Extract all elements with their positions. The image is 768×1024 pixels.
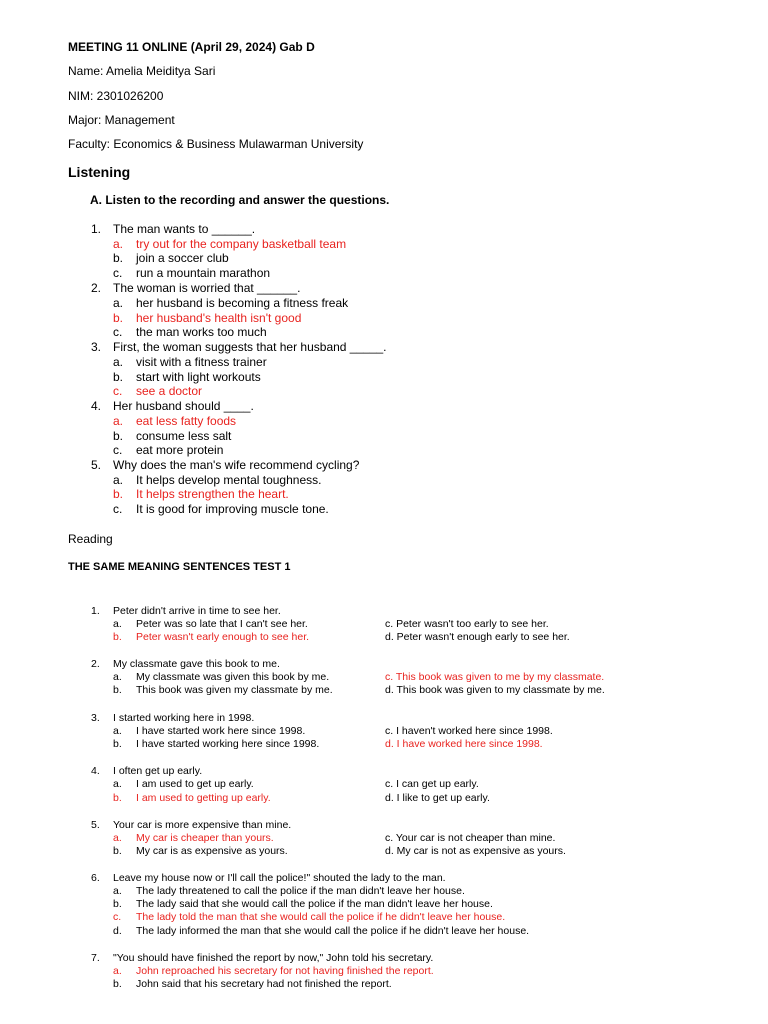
option-letter: a. (113, 725, 122, 737)
option-c: c. Peter wasn't too early to see her. (385, 618, 549, 630)
item-number: 6. (91, 872, 100, 884)
option-letter: b. (113, 738, 122, 750)
item-sentence: Leave my house now or I'll call the police!" shouted the lady to the man. (113, 872, 446, 884)
option-c-answer: c. This book was given to me by my classmate. (385, 671, 605, 683)
option-a: I am used to get up early. (136, 778, 254, 790)
option-d: d. My car is not as expensive as yours. (385, 845, 566, 857)
item-number: 3. (91, 712, 100, 724)
option-a: My classmate was given this book by me. (136, 671, 330, 683)
option-answer: her husband's health isn't good (136, 311, 302, 325)
question-text: Why does the man's wife recommend cycling? (113, 458, 360, 472)
option-letter: b. (113, 487, 124, 501)
question-number: 2. (91, 281, 102, 295)
item-number: 4. (91, 765, 100, 777)
option-letter: a. (113, 671, 122, 683)
question-text: Her husband should ____. (113, 399, 254, 413)
option-letter: c. (113, 911, 122, 923)
option-letter: c. (113, 502, 123, 516)
option-a-answer: My car is cheaper than yours. (136, 832, 274, 844)
question-text: First, the woman suggests that her husband _____. (113, 340, 387, 354)
option-letter: c. (113, 325, 123, 339)
option-letter: a. (113, 473, 124, 487)
option-c: c. I haven't worked here since 1998. (385, 725, 553, 737)
student-name: Name: Amelia Meiditya Sari (68, 64, 216, 78)
option-d-answer: d. I have worked here since 1998. (385, 738, 543, 750)
option-b: John said that his secretary had not finished the report. (136, 978, 392, 990)
student-nim: NIM: 2301026200 (68, 89, 164, 103)
option-a: The lady threatened to call the police if the man didn't leave her house. (136, 885, 465, 897)
listening-heading: Listening (68, 164, 131, 180)
option-text: consume less salt (136, 429, 232, 443)
option-answer: see a doctor (136, 384, 203, 398)
question-number: 3. (91, 340, 102, 354)
option-text: join a soccer club (136, 251, 229, 265)
option-letter: a. (113, 414, 124, 428)
option-letter: a. (113, 355, 124, 369)
option-answer: eat less fatty foods (136, 414, 237, 428)
question-text: The man wants to ______. (113, 222, 256, 236)
option-b: The lady said that she would call the police if the man didn't leave her house. (136, 898, 493, 910)
option-text: eat more protein (136, 443, 224, 457)
option-a: Peter was so late that I can't see her. (136, 618, 308, 630)
option-c: c. Your car is not cheaper than mine. (385, 832, 556, 844)
option-letter: c. (113, 443, 123, 457)
option-letter: a. (113, 296, 124, 310)
option-b: My car is as expensive as yours. (136, 845, 288, 857)
option-letter: b. (113, 684, 122, 696)
option-d: d. Peter wasn't enough early to see her. (385, 631, 570, 643)
option-letter: b. (113, 845, 122, 857)
question-text: The woman is worried that ______. (113, 281, 301, 295)
option-text: It is good for improving muscle tone. (136, 502, 329, 516)
option-letter: d. (113, 925, 122, 937)
option-letter: b. (113, 898, 122, 910)
option-letter: b. (113, 370, 124, 384)
item-number: 1. (91, 605, 100, 617)
option-letter: b. (113, 429, 124, 443)
option-a: I have started work here since 1998. (136, 725, 306, 737)
option-b-answer: I am used to getting up early. (136, 792, 271, 804)
option-letter: b. (113, 792, 122, 804)
option-text: start with light workouts (136, 370, 261, 384)
option-d: d. I like to get up early. (385, 792, 490, 804)
option-c-answer: The lady told the man that she would call the police if he didn't leave her house. (136, 911, 506, 923)
option-answer: It helps strengthen the heart. (136, 487, 289, 501)
option-letter: a. (113, 965, 122, 977)
option-letter: a. (113, 778, 122, 790)
option-d: The lady informed the man that she would call the police if he didn't leave her house. (136, 925, 530, 937)
option-letter: c. (113, 266, 123, 280)
item-number: 2. (91, 658, 100, 670)
reading-label: Reading (68, 532, 113, 546)
item-sentence: "You should have finished the report by now," John told his secretary. (113, 952, 434, 964)
option-b-answer: Peter wasn't early enough to see her. (136, 631, 310, 643)
option-text: run a mountain marathon (136, 266, 271, 280)
item-sentence: My classmate gave this book to me. (113, 658, 280, 670)
option-a-answer: John reproached his secretary for not having finished the report. (136, 965, 434, 977)
option-c: c. I can get up early. (385, 778, 479, 790)
option-d: d. This book was given to my classmate by me. (385, 684, 605, 696)
option-letter: a. (113, 832, 122, 844)
option-answer: try out for the company basketball team (136, 237, 347, 251)
question-number: 4. (91, 399, 102, 413)
option-letter: b. (113, 978, 122, 990)
option-letter: b. (113, 311, 124, 325)
option-b: I have started working here since 1998. (136, 738, 320, 750)
student-major: Major: Management (68, 113, 175, 127)
option-letter: a. (113, 885, 122, 897)
option-text: her husband is becoming a fitness freak (136, 296, 349, 310)
item-sentence: Peter didn't arrive in time to see her. (113, 605, 281, 617)
option-letter: b. (113, 631, 122, 643)
item-sentence: I often get up early. (113, 765, 203, 777)
reading-test-title: THE SAME MEANING SENTENCES TEST 1 (68, 561, 291, 573)
student-faculty: Faculty: Economics & Business Mulawarman University (68, 137, 364, 151)
question-number: 1. (91, 222, 102, 236)
option-text: visit with a fitness trainer (136, 355, 267, 369)
option-letter: a. (113, 237, 124, 251)
listening-instruction: A. Listen to the recording and answer the questions. (90, 193, 390, 207)
item-number: 5. (91, 819, 100, 831)
option-letter: c. (113, 384, 123, 398)
question-number: 5. (91, 458, 102, 472)
item-sentence: Your car is more expensive than mine. (113, 819, 292, 831)
option-letter: a. (113, 618, 122, 630)
item-number: 7. (91, 952, 100, 964)
option-letter: b. (113, 251, 124, 265)
item-sentence: I started working here in 1998. (113, 712, 255, 724)
meeting-title: MEETING 11 ONLINE (April 29, 2024) Gab D (68, 40, 315, 54)
option-b: This book was given my classmate by me. (136, 684, 333, 696)
option-text: the man works too much (136, 325, 267, 339)
option-text: It helps develop mental toughness. (136, 473, 322, 487)
